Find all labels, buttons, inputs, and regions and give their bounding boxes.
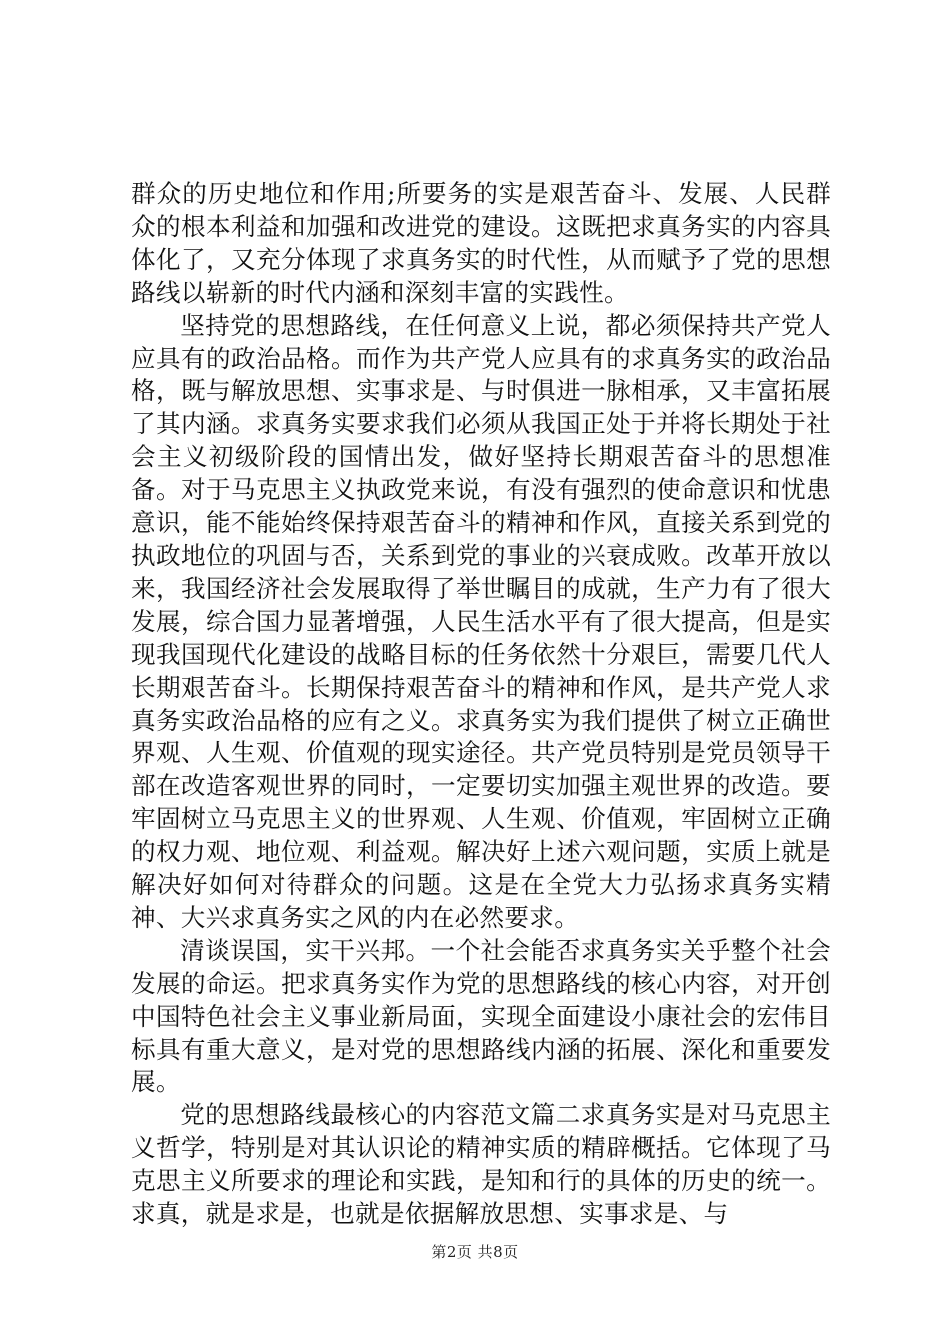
paragraph-2: 坚持党的思想路线，在任何意义上说，都必须保持共产党人应具有的政治品格。而作为共产党人应具有的求真务实的政治品格，既与解放思想、实事求是、与时俱进一脉相承，又丰富拓展了其内涵。求真务实要求我们必须从我国正处于并将长期处于社会主义初级阶段的国情出发，做好坚持长期艰苦奋斗的思想准备。对于马克思主义执政党来说，有没有强烈的使命意识和忧患意识，能不能始终保持艰苦奋斗的精神和作风，直接关系到党的执政地位的巩固与否，关系到党的事业的兴衰成败。改革开放以来，我国经济社会发展取得了举世瞩目的成就，生产力有了很大发展，综合国力显著增强，人民生活水平有了很大提高，但是实现我国现代化建设的战略目标的任务依然十分艰巨，需要几代人长期艰苦奋斗。长期保持艰苦奋斗的精神和作风，是共产党人求真务实政治品格的应有之义。求真务实为我们提供了树立正确世界观、人生观、价值观的现实途径。共产党员特别是党员领导干部在改造客观世界的同时，一定要切实加强主观世界的改造。要牢固树立马克思主义的世界观、人生观、价值观，牢固树立正确的权力观、地位观、利益观。解决好上述六观问题，实质上就是解决好如何对待群众的问题。这是在全党大力弘扬求真务实精神、大兴求真务实之风的内在必然要求。 [131, 310, 831, 932]
paragraph-4: 党的思想路线最核心的内容范文篇二求真务实是对马克思主义哲学，特别是对其认识论的精神实质的精辟概括。它体现了马克思主义所要求的理论和实践，是知和行的具体的历史的统一。求真，就是求是，也就是依据解放思想、实事求是、与 [131, 1100, 831, 1229]
paragraph-3: 清谈误国，实干兴邦。一个社会能否求真务实关乎整个社会发展的命运。把求真务实作为党的思想路线的核心内容，对开创中国特色社会主义事业新局面，实现全面建设小康社会的宏伟目标具有重大意义，是对党的思想路线内涵的拓展、深化和重要发展。 [131, 935, 831, 1097]
paragraph-1: 群众的历史地位和作用;所要务的实是艰苦奋斗、发展、人民群众的根本利益和加强和改进党的建设。这既把求真务实的内容具体化了，又充分体现了求真务实的时代性，从而赋予了党的思想路线以崭新的时代内涵和深刻丰富的实践性。 [131, 179, 831, 307]
page-number-footer: 第2页 共8页 [431, 1243, 519, 1261]
document-body [131, 178, 831, 1231]
